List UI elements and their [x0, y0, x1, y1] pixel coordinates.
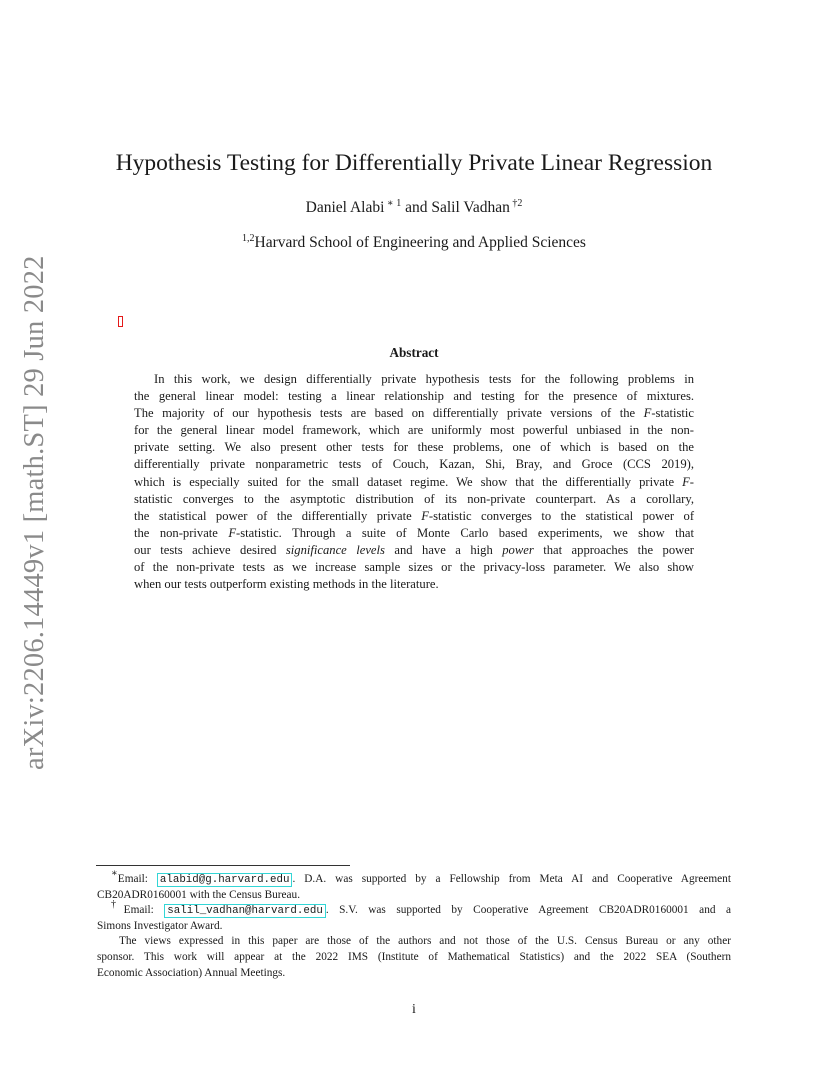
footnote-note-line: sponsor. This work will appear at the 2022 IMS (Institute of Mathematical Statistics) and the 2022 SEA (Southern [97, 950, 731, 963]
abstract-line: for the general linear model framework, which are uniformly most powerful unbiased in the non- [134, 423, 694, 438]
footnote-1: ∗Email: alabid@g.harvard.edu . D.A. was supported by a Fellowship from Meta AI and Cooperative Agreement [111, 868, 731, 886]
abstract-line: The majority of our hypothesis tests are based on differentially private versions of the F-statistic [134, 406, 694, 421]
abstract-line: differentially private nonparametric tests of Couch, Kazan, Shi, Bray, and Groce (CCS 2019), [134, 457, 694, 472]
footnote-note-line: Economic Association) Annual Meetings. [97, 966, 286, 979]
author-1-footnote-mark[interactable]: ∗ 1 [386, 198, 402, 209]
footnote-note-line: The views expressed in this paper are those of the authors and not those of the U.S. Census Bureau or any other [119, 935, 731, 948]
author-conjunction: and [401, 199, 432, 216]
affiliation [60, 234, 768, 252]
author-name-2: Salil Vadhan [431, 199, 510, 216]
affiliation-text: Harvard School of Engineering and Applied Sciences [254, 234, 586, 251]
abstract-line: the non-private F-statistic. Through a suite of Monte Carlo based experiments, we show that [134, 525, 694, 540]
footnote-2-continuation: Simons Investigator Award. [97, 919, 223, 932]
arxiv-identifier-stamp: arXiv:2206.14449v1 [math.ST] 29 Jun 2022 [19, 255, 50, 770]
abstract-line: of the non-private tests as we increase sample sizes or the privacy-loss parameter. We also show [134, 560, 694, 575]
footnotes [97, 868, 731, 981]
abstract-line: private setting. We also present other tests for these problems, one of which is based on the [134, 440, 694, 455]
paper-title: Hypothesis Testing for Differentially Private Linear Regression [115, 150, 713, 176]
affiliation-mark: 1,2 [242, 233, 255, 244]
page-number: i [412, 1002, 416, 1017]
abstract-line: when our tests outperform existing methods in the literature. [134, 577, 439, 592]
footnote-2-mark: † [111, 899, 124, 911]
red-annotation-marker [118, 316, 123, 327]
abstract-line: In this work, we design differentially private hypothesis tests for the following problems in [154, 372, 694, 386]
abstract-line: statistic converges to the asymptotic distribution of its non-private counterpart. As a corollary, [134, 491, 694, 506]
abstract-line: which is especially suited for the small dataset regime. We show that the differentially private F- [134, 474, 694, 489]
author-2-footnote-mark[interactable]: †2 [512, 198, 523, 209]
footnote-divider [96, 865, 350, 866]
email-link-vadhan[interactable]: salil_vadhan@harvard.edu [164, 904, 326, 918]
footnote-2: †Email: salil_vadhan@harvard.edu . S.V. was supported by Cooperative Agreement CB20ADR0160001 and a [111, 899, 731, 918]
author-name-1: Daniel Alabi [305, 199, 385, 216]
email-link-alabi[interactable]: alabid@g.harvard.edu [157, 873, 293, 887]
author-line [60, 199, 768, 217]
abstract-body [134, 371, 694, 593]
footnote-1-mark: ∗ [111, 868, 118, 879]
footnote-1-continuation: CB20ADR0160001 with the Census Bureau. [97, 888, 301, 901]
abstract-line: the statistical power of the differentially private F-statistic converges to the statistical power of [134, 508, 695, 523]
abstract-line: our tests achieve desired significance levels and have a high power that approaches the power [134, 542, 695, 557]
abstract-heading: Abstract [389, 345, 439, 360]
abstract-line: the general linear model: testing a linear relationship and testing for the presence of mixtures. [134, 389, 694, 404]
